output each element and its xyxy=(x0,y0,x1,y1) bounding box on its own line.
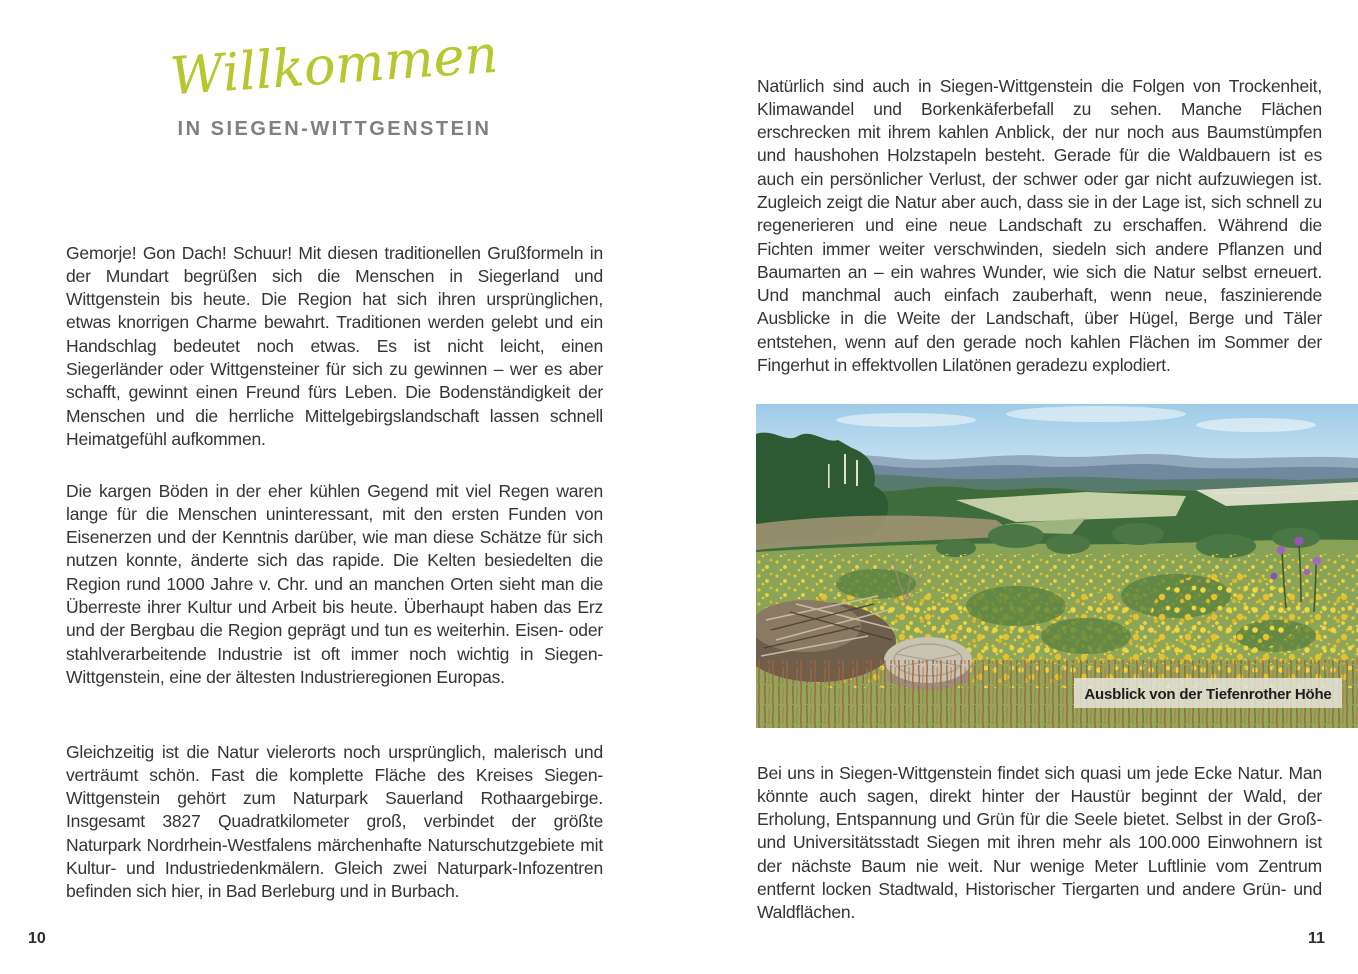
page-number-left: 10 xyxy=(28,930,46,947)
photo-caption-text: Ausblick von der Tiefenrother Höhe xyxy=(1084,686,1332,703)
flower-clump xyxy=(1151,572,1301,656)
body-paragraph: Bei uns in Siegen-Wittgenstein findet sich quasi um jede Ecke Natur. Man könnte auch sagen, direkt hinter der Haustür beginnt der Wald, der Erholung, Entspannung und Grün für die Seele bietet. Selbst in der Groß- und Universitätsstadt Siegen mit ihren mehr als 100.000 Einwohnern ist der nächste Baum nie weit. Nur wenige Meter Luftlinie vom Zentrum entfernt locken Stadtwald, Historischer Tiergarten und andere Grün- und Waldflächen. xyxy=(757,762,1322,923)
landscape-photo xyxy=(756,404,1358,728)
body-paragraph: Natürlich sind auch in Siegen-Wittgenstein die Folgen von Trockenheit, Klimawandel und Borkenkäferbefall zu sehen. Manche Flächen erschrecken mit ihrem kahlen Anblick, der nur noch aus Baumstümpfen und haushohen Holzstapeln besteht. Gerade für die Waldbauern ist es auch ein persönlicher Verlust, der schwer oder gar nicht aufzuwiegen ist. Zugleich zeigt die Natur aber auch, dass sie in der Lage ist, sich schnell zu regenerieren und eine neue Landschaft zu erschaffen. Während die Fichten immer weiter verschwinden, siedeln sich andere Pflanzen und Baumarten an – ein wahres Wunder, wie sich die Natur selbst erneuert. Und manchmal auch einfach zauberhaft, wenn neue, faszinierende Ausblicke in die Weite der Landschaft, über Hügel, Berge und Täler entstehen, wenn auf den gerade noch kahlen Flächen im Sommer der Fingerhut in effektvollen Lilatönen geradezu explodiert. xyxy=(757,75,1322,376)
page-title-script: Willkommen xyxy=(168,24,501,108)
page-title-block xyxy=(66,24,603,141)
page-number-right: 11 xyxy=(1308,930,1325,947)
body-paragraph: Gemorje! Gon Dach! Schuur! Mit diesen traditionellen Grußformeln in der Mundart begrüßen sich die Menschen in Siegerland und Wittgenstein bis heute. Die Region hat sich ihren ursprünglichen, etwas knorrigen Charme bewahrt. Traditionen werden gelebt und ein Handschlag bedeutet noch etwas. Es ist nicht leicht, einen Siegerländer oder Wittgensteiner für sich zu gewinnen – wer es aber schafft, gewinnt einen Freund fürs Leben. Die Bodenständigkeit der Menschen und die herrliche Mittelgebirgslandschaft lassen schnell Heimatgefühl aufkommen. xyxy=(66,242,603,449)
body-paragraph: Gleichzeitig ist die Natur vielerorts noch ursprünglich, malerisch und verträumt schön. Fast die komplette Fläche des Kreises Siegen-Wittgenstein gehört zum Naturpark Sauerland Rothaargebirge. Insgesamt 3827 Quadratkilometer groß, verbindet der größte Naturpark Nordrhein-Westfalens märchenhafte Naturschutzgebiete mit Kultur- und Industriedenkmälern. Gleich zwei Naturpark-Infozentren befinden sich hier, in Bad Berleburg und in Burbach. xyxy=(66,741,603,902)
photo-caption xyxy=(1074,678,1342,708)
landscape-photo-illustration xyxy=(756,404,1358,728)
page-subtitle: IN SIEGEN-WITTGENSTEIN xyxy=(177,118,492,140)
body-paragraph: Die kargen Böden in der eher kühlen Gegend mit viel Regen waren lange für die Menschen uninteressant, mit den ersten Funden von Eisenerzen und der Kenntnis darüber, wie man diese Schätze für sich nutzen konnte, änderte sich das rapide. Die Kelten besiedelten die Region rund 1000 Jahre v. Chr. und an manchen Orten sieht man die Überreste ihrer Kultur und Arbeit bis heute. Überhaupt haben das Erz und der Bergbau die Region geprägt und tun es weiterhin. Eisen- oder stahlverarbeitende Industrie ist oft immer noch wichtig in Siegen-Wittgenstein, eine der ältesten Industrieregionen Europas. xyxy=(66,480,603,687)
